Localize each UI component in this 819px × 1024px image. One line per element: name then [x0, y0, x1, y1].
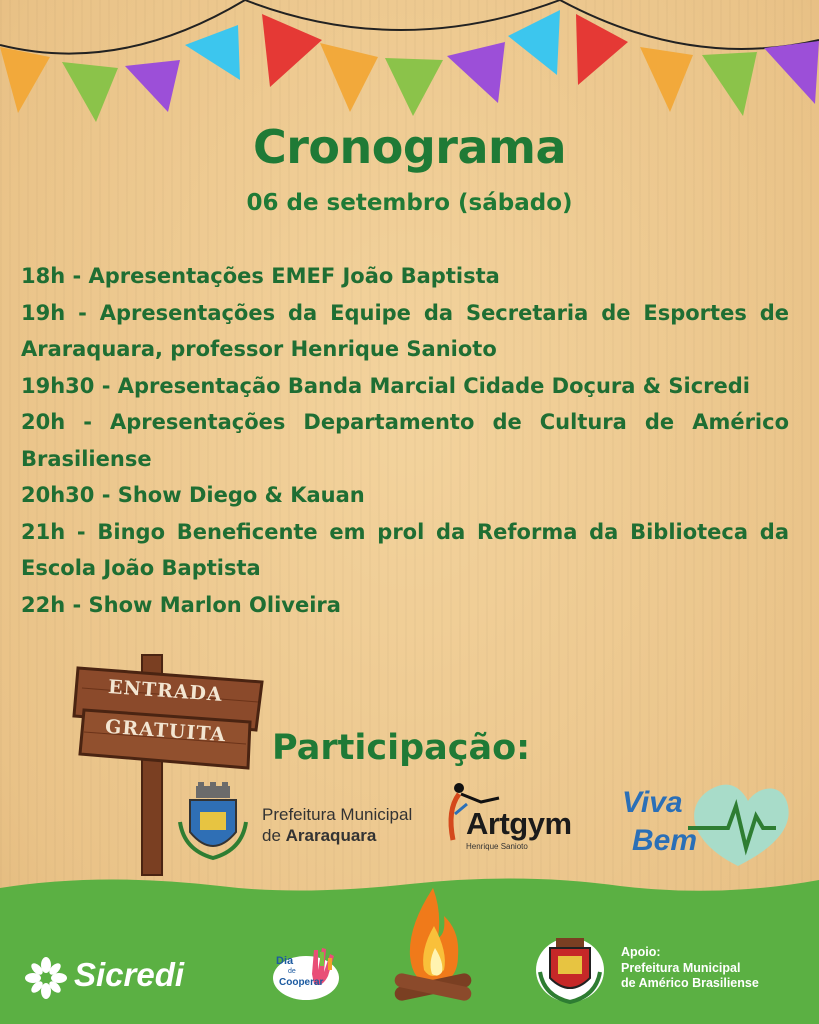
dia-cooperar-line2: de — [288, 968, 296, 975]
schedule-item: 19h - Apresentações da Equipe da Secretaria de Esportes de Araraquara, professor Henrique Sanioto — [21, 300, 789, 361]
event-date: 06 de setembro (sábado) — [246, 190, 573, 216]
participation-heading: Participação: — [272, 728, 531, 768]
araraquara-logo-text — [262, 804, 412, 846]
apoio-block — [621, 945, 759, 992]
schedule-item: 18h - Apresentações EMEF João Baptista — [21, 264, 500, 288]
sicredi-icon — [24, 956, 68, 1000]
hand-icon — [272, 944, 344, 1004]
schedule-item: 20h30 - Show Diego & Kauan — [21, 483, 365, 507]
sign-line-gratuita: GRATUITA — [104, 715, 227, 747]
schedule-item: 19h30 - Apresentação Banda Marcial Cidade Doçura & Sicredi — [21, 373, 750, 398]
bunting-flags-icon — [0, 0, 819, 130]
page-title: Cronograma — [252, 120, 567, 174]
schedule-item: 20h - Apresentações Departamento de Cultura de Américo Brasiliense — [21, 410, 789, 471]
vivabem-line1: Viva — [622, 786, 683, 819]
araraquara-line1: Prefeitura Municipal — [262, 805, 413, 824]
schedule-item: 22h - Show Marlon Oliveira — [21, 592, 341, 617]
araraquara-line2 — [262, 825, 412, 846]
apoio-line2: de Américo Brasiliense — [621, 976, 759, 990]
araraquara-coat-of-arms-icon — [178, 782, 248, 862]
americo-brasiliense-coat-of-arms-icon — [532, 934, 608, 1006]
araraquara-prefix: de — [262, 826, 286, 845]
vivabem-line2: Bem — [632, 824, 698, 857]
artgym-logo-text: Artgym — [466, 806, 572, 841]
bonfire-icon — [388, 886, 478, 1008]
araraquara-name: Araraquara — [285, 826, 377, 845]
apoio-label: Apoio: — [621, 945, 661, 959]
schedule-list — [21, 258, 789, 623]
artgym-subtitle: Henrique Sanioto — [466, 842, 528, 851]
sign-line-entrada: ENTRADA — [107, 676, 224, 706]
apoio-line1: Prefeitura Municipal — [621, 960, 741, 975]
sicredi-logo-text: Sicredi — [74, 956, 185, 993]
dia-cooperar-line3: Cooperar — [279, 977, 324, 988]
dia-cooperar-line1: Dia — [276, 955, 294, 967]
schedule-item: 21h - Bingo Beneficente em prol da Reforma da Biblioteca da Escola João Baptista — [21, 519, 789, 580]
